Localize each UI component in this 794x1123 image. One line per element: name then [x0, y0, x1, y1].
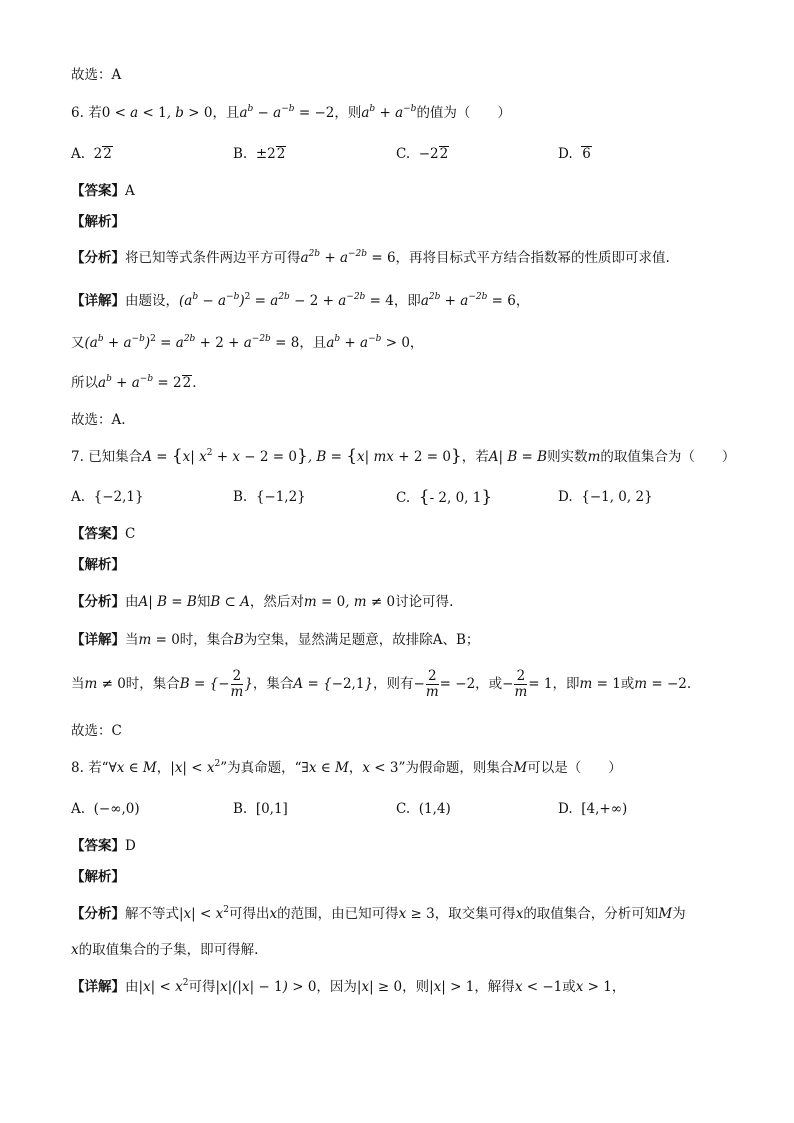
q7-option-c: C. {- 2, 0, 1} — [396, 487, 493, 507]
q7-stem: 7. 已知集合A = {x| $x^2 + x - 2 = 0$}, B = {x| mx + 2 = 0}，若A| B = B则实数m的取值集合为（ ） — [71, 446, 736, 466]
q8-answer: 【答案】D — [71, 838, 136, 854]
q6-analysis-heading: 【解析】 — [71, 214, 125, 230]
q5-conclusion: 故选：A — [71, 67, 122, 83]
q8-option-c: C. (1,4) — [396, 801, 451, 817]
q6-xiangjie-line2: 又$(a^b + a^{-b})^2 = a^{2b} + 2 + a^{-2b} = 8$，且$a^b + a^{-b} > 0$， — [71, 334, 424, 351]
q6-option-d: D. 6 — [558, 146, 591, 162]
q7-analysis-heading: 【解析】 — [71, 557, 125, 573]
q6-answer: 【答案】A — [71, 183, 135, 199]
q7-xiangjie-line1: 【详解】当m = 0时，集合B为空集，显然满足题意，故排除A、B； — [71, 632, 480, 648]
q6-fenxi: 【分析】将已知等式条件两边平方可得$a^{2b} + a^{-2b} = 6$，再将目标式平方结合指数幂的性质即可求值. — [71, 249, 670, 266]
q8-option-d: D. [4,+∞) — [558, 801, 628, 817]
q8-stem: 8. 若“∀x ∈ M，$|x| < x^2$”为真命题，“∃x ∈ M，x < 3”为假命题，则集合M可以是（ ） — [71, 759, 622, 776]
q8-xiangjie: 【详解】由$|x| < x^2$可得|x|(|x| − 1) > 0，因为|x| ≥ 0，则|x| > 1，解得x < −1或x > 1， — [71, 978, 626, 995]
q7-option-b: B. {−1,2} — [233, 489, 306, 505]
q6-option-c: C. −22 — [396, 146, 449, 162]
q6-conclusion: 故选：A. — [71, 412, 126, 428]
q8-option-a: A. (−∞,0) — [71, 801, 140, 817]
q7-answer: 【答案】C — [71, 526, 136, 542]
q7-fenxi: 【分析】由A| B = B知B ⊂ A，然后对m = 0, m ≠ 0讨论可得. — [71, 594, 454, 610]
q8-fenxi-line2: x的取值集合的子集，即可得解. — [71, 942, 259, 958]
q8-option-b: B. [0,1] — [233, 801, 288, 817]
q6-option-b: B. ±22 — [233, 146, 286, 162]
q8-analysis-heading: 【解析】 — [71, 869, 125, 885]
q6-xiangjie-line1: 【详解】由题设，$(a^b - a^{-b})^2 = a^{2b} - 2 + a^{-2b} = 4$，即$a^{2b} + a^{-2b} = 6$， — [71, 292, 530, 309]
q7-option-d: D. {−1, 0, 2} — [558, 489, 653, 505]
q8-fenxi-line1: 【分析】解不等式$|x| < x^2$可得出x的范围，由已知可得x ≥ 3，取交集可得x的取值集合，分析可知M为 — [71, 905, 686, 922]
q6-stem: 6. 若0 < a < 1, b > 0，且$a^b - a^{-b} = -2$，则$a^b + a^{-b}$的值为（ ） — [71, 104, 511, 121]
q6-option-a: A. 22 — [71, 146, 112, 162]
q7-option-a: A. {−2,1} — [71, 489, 144, 505]
q7-xiangjie-line2: 当m ≠ 0时，集合B = {− $\frac{2}{m}$ }，集合A = {−2,1}，则有− $\frac{2}{m}$ = −2，或− $\frac{2}{m}$ = 1，即m = 1或m = −2. — [71, 668, 692, 700]
q6-xiangjie-line3: 所以$a^b + a^{-b} = 22$. — [71, 374, 197, 391]
q7-conclusion: 故选：C — [71, 723, 122, 739]
